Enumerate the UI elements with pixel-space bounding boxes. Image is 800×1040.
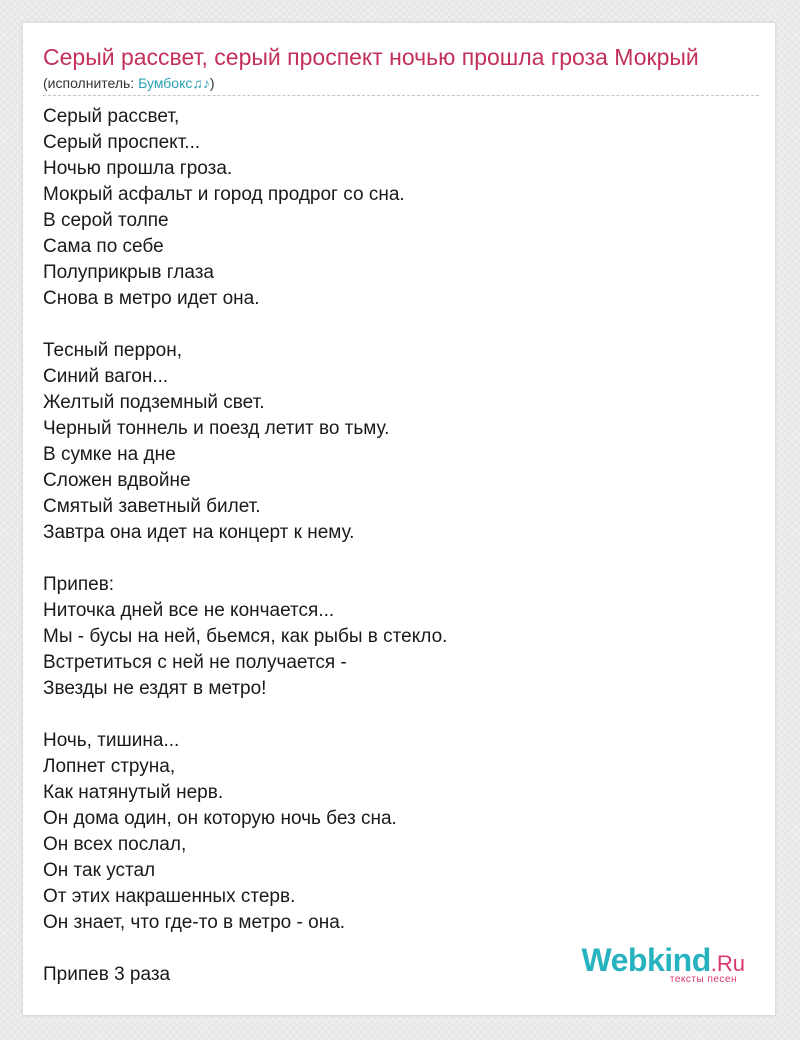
lyrics-line: Он знает, что где-то в метро - она.	[43, 912, 346, 933]
lyrics-line: Ниточка дней все не кончается...	[43, 600, 335, 621]
artist-link[interactable]: Бумбокс♫♪	[138, 75, 210, 91]
artist-suffix: )	[209, 75, 215, 91]
lyrics-line: Завтра она идет на концерт к нему.	[43, 522, 355, 543]
logo-tld: .Ru	[710, 951, 745, 976]
lyrics-line: Встретиться с ней не получается -	[43, 652, 347, 673]
artist-line	[43, 73, 215, 93]
lyrics-line: Желтый подземный свет.	[43, 392, 265, 413]
lyrics-stanza	[43, 572, 757, 702]
lyrics-stanza	[43, 728, 757, 936]
lyrics-line: От этих накрашенных стерв.	[43, 886, 296, 907]
lyrics-line: Припев:	[43, 574, 115, 595]
lyrics-line: Мокрый асфальт и город продрог со сна.	[43, 184, 405, 205]
lyrics-line: Он дома один, он которую ночь без сна.	[43, 808, 397, 829]
lyrics-line: Ночь, тишина...	[43, 730, 180, 751]
lyrics-line: Сложен вдвойне	[43, 470, 191, 491]
lyrics-line: Сама по себе	[43, 236, 164, 257]
lyrics-stanza	[43, 104, 757, 312]
lyrics-line: Ночью прошла гроза.	[43, 158, 233, 179]
lyrics-line: Лопнет струна,	[43, 756, 176, 777]
lyrics-line: Он всех послал,	[43, 834, 187, 855]
site-logo[interactable]	[545, 943, 745, 987]
page-title: Серый рассвет, серый проспект ночью прошла гроза Мокрый	[43, 44, 699, 70]
lyrics-line: Как натянутый нерв.	[43, 782, 224, 803]
lyrics-line: Черный тоннель и поезд летит во тьму.	[43, 418, 390, 439]
lyrics-line: В серой толпе	[43, 210, 169, 231]
lyrics-body	[43, 104, 757, 1014]
logo-brand: Webkind	[581, 942, 711, 978]
lyrics-stanza	[43, 338, 757, 546]
logo-tagline: тексты песен	[669, 974, 737, 985]
lyrics-line: Мы - бусы на ней, бьемся, как рыбы в стекло.	[43, 626, 448, 647]
lyrics-line: Серый проспект...	[43, 132, 201, 153]
lyrics-line: Тесный перрон,	[43, 340, 182, 361]
lyrics-card	[22, 22, 776, 1016]
lyrics-line: Полуприкрыв глаза	[43, 262, 214, 283]
lyrics-line: В сумке на дне	[43, 444, 176, 465]
lyrics-line: Серый рассвет,	[43, 106, 180, 127]
artist-prefix: (исполнитель:	[43, 75, 139, 91]
lyrics-line: Звезды не ездят в метро!	[43, 678, 267, 699]
title-divider	[43, 95, 759, 96]
lyrics-line: Припев 3 раза	[43, 964, 171, 985]
lyrics-line: Снова в метро идет она.	[43, 288, 260, 309]
lyrics-line: Синий вагон...	[43, 366, 169, 387]
lyrics-line: Смятый заветный билет.	[43, 496, 261, 517]
lyrics-line: Он так устал	[43, 860, 156, 881]
